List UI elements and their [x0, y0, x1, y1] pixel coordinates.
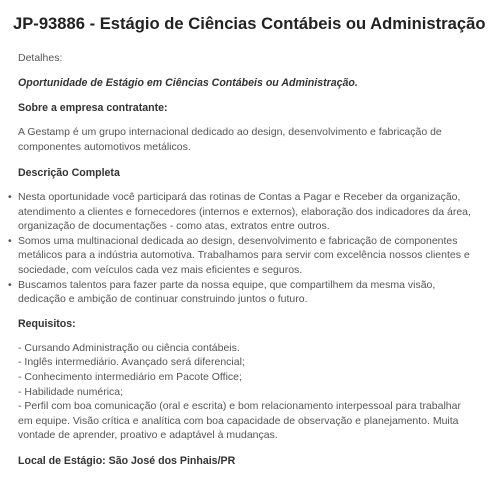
requirement-item: - Inglês intermediário. Avançado será diferencial; — [18, 356, 245, 369]
details-label: Detalhes: — [18, 52, 63, 64]
description-item-text: Buscamos talentos para fazer parte da nossa equipe, que compartilhem da mesma visão, dedicação e ambição de continuar construindo juntos o futuro. — [18, 278, 436, 306]
requirements-title: Requisitos: — [18, 317, 76, 330]
page-title: JP-93886 - Estágio de Ciências Contábeis ou Administração — [13, 14, 486, 33]
description-item-text: Somos uma multinacional dedicada ao design, desenvolvimento e fabricação de componentes metálicos para a indústria automotiva. Trabalhamos para servir com excelência nossos clientes e sociedade, com veículos cada vez mais eficientes e seguros. — [18, 234, 470, 276]
requirement-item: - Perfil com boa comunicação (oral e escrita) e bom relacionamento interpessoal para trabalhar em equipe. Visão crítica e analítica com boa capacidade de observação e planejamento. Muita vontade de aprender, proativo e adaptável à mudanças. — [18, 400, 461, 442]
description-item-text: Nesta oportunidade você participará das rotinas de Contas a Pagar e Receber da organização, atendimento a clientes e fornecedores (internos e externos), elaboração dos indicadores da área, organização de documentações - como atas, extratos entre outros. — [18, 191, 471, 233]
internship-location: Local de Estágio: São José dos Pinhais/PR — [18, 454, 236, 467]
description-title: Descrição Completa — [18, 167, 120, 179]
about-company-title: Sobre a empresa contratante: — [18, 102, 168, 114]
description-item — [8, 234, 478, 278]
requirement-item: - Conhecimento intermediário em Pacote Office; — [18, 370, 242, 383]
bullet-icon: • — [8, 278, 12, 291]
requirement-item: - Cursando Administração ou ciência contábeis. — [18, 341, 240, 354]
description-list — [8, 190, 479, 307]
requirements-list — [18, 341, 479, 443]
about-company-text: A Gestamp é um grupo internacional dedicado ao design, desenvolvimento e fabricação de componentes automotivos metálicos. — [18, 126, 442, 153]
description-item — [8, 278, 478, 307]
requirement-item: - Habilidade numérica; — [18, 385, 124, 398]
description-item — [8, 190, 478, 234]
job-headline: Oportunidade de Estágio em Ciências Contábeis ou Administração. — [18, 77, 358, 89]
bullet-icon: • — [8, 191, 12, 203]
bullet-icon: • — [8, 234, 12, 247]
